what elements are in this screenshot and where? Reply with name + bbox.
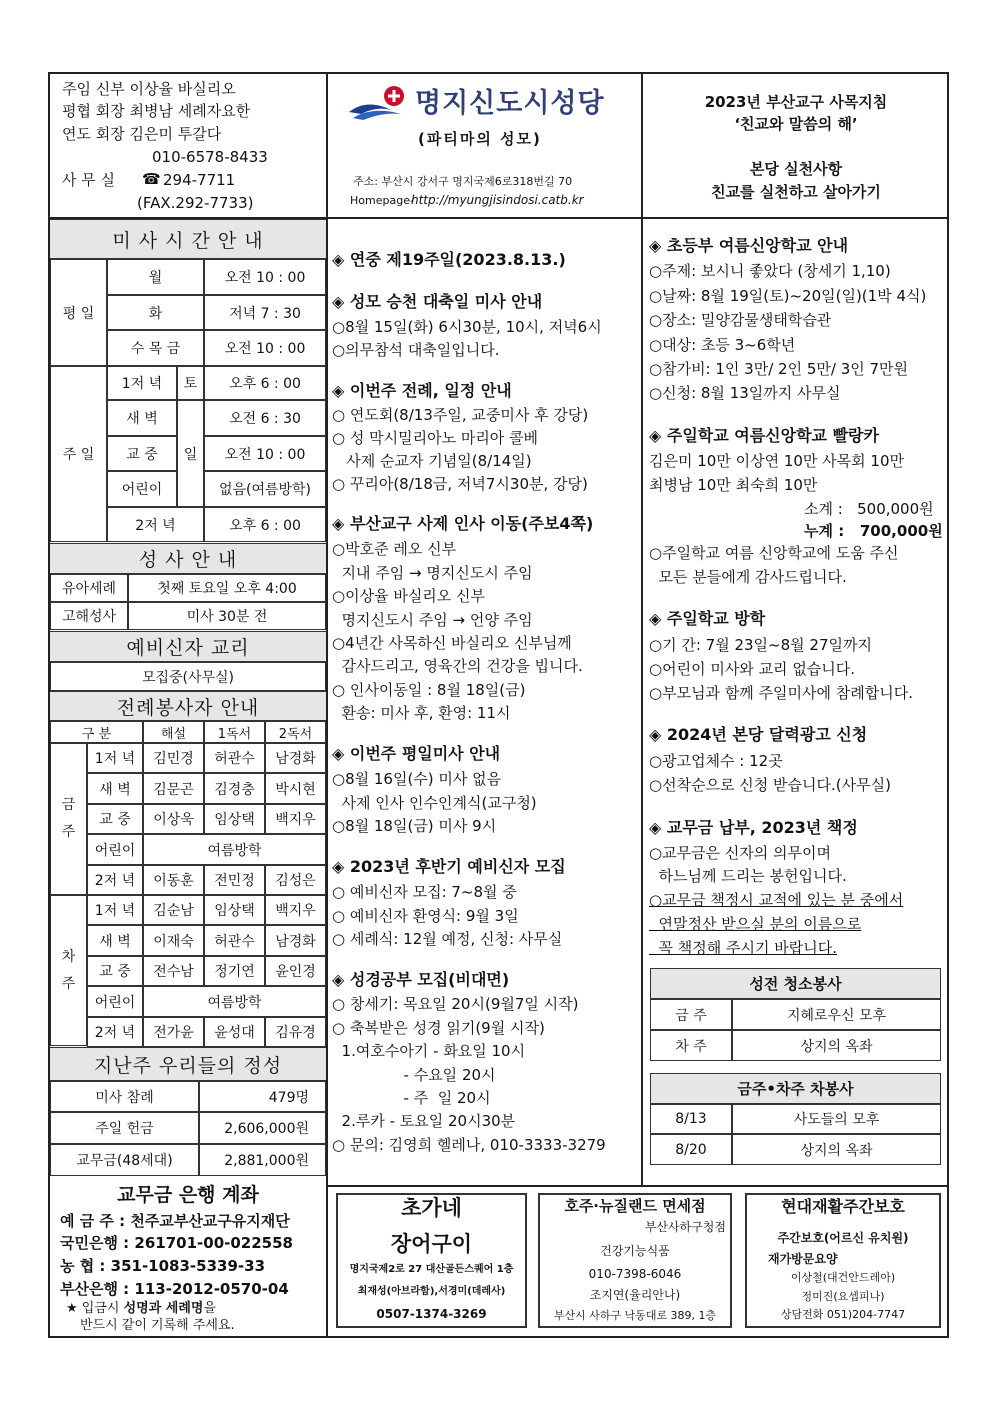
server-reader-1: 허관수 [204, 925, 265, 956]
dues-line: ○교무금은 신자의 의무이며 [649, 844, 832, 862]
bible-line: ○ 문의: 김영희 헬레나, 010-3333-3279 [332, 1136, 606, 1154]
servers-header: 1독서 [204, 721, 265, 743]
mass-time: 오후 6 : 00 [204, 366, 326, 400]
car-service-group: 상지의 옥좌 [732, 1134, 941, 1165]
mass-time: 오후 6 : 00 [204, 507, 326, 542]
assumption-line: ○8월 15일(화) 6시30분, 10시, 저녁6시 [332, 318, 602, 336]
catechumen-title: 예비신자 교리 [50, 631, 326, 662]
palanca-line: 김은미 10만 이상연 10만 사목회 10만 [649, 452, 904, 470]
this-week-label: 금 주 [50, 743, 87, 895]
mass-time: 오전 6 : 30 [204, 400, 326, 436]
server-reader-2: 김성은 [265, 865, 326, 895]
homepage-label: Homepage- [350, 194, 414, 207]
catechumen-line: ○ 예비신자 환영식: 9월 3일 [332, 907, 519, 925]
mass-time: 오전 10 : 00 [204, 259, 326, 295]
server-reader-2: 윤인경 [265, 956, 326, 986]
palanca-subtotal: 소계 : 500,000원 [804, 500, 934, 518]
ad-eel-owner: 최재성(아브라함),서경미(데레사) [357, 1286, 506, 1297]
ad-daycare-phone: 상담전화 051)204-7747 [780, 1308, 906, 1321]
section-calendar-ad: ◈ 2024년 본당 달력광고 신청 [649, 725, 868, 744]
ad-duty-free-owner: 조지연(율리안나) [589, 1288, 681, 1302]
mass-time: 없음(여름방학) [204, 471, 326, 507]
summer-school-line: ○주제: 보시니 좋았다 (창세기 1,10) [649, 262, 891, 280]
server-reader-1: 정기연 [204, 956, 265, 986]
catechumen-line: ○ 세례식: 12월 예정, 신청: 사무실 [332, 930, 563, 948]
offering-value: 2,606,000원 [199, 1112, 326, 1144]
calendar-ad-line: ○선착순으로 신청 받습니다.(사무실) [649, 776, 891, 794]
transfer-line: 감사드리고, 영육간의 건강을 빕니다. [332, 657, 583, 675]
ad-duty-free-address: 부산시 사하구 낙동대로 389, 1층 [553, 1309, 717, 1322]
section-schedule: ◈ 이번주 전례, 일정 안내 [332, 381, 512, 400]
sacrament-title: 성 사 안 내 [50, 543, 326, 574]
section-dues: ◈ 교무금 납부, 2023년 책정 [649, 818, 858, 837]
sacrament-time: 첫째 토요일 오후 4:00 [128, 574, 326, 602]
mid-column-divider [641, 217, 643, 1185]
dues-notice: 꼭 책정해 주시기 바랍니다. [649, 939, 837, 957]
ad-duty-free-kind: 건강기능식품 [600, 1244, 670, 1258]
server-commentator: 김순남 [143, 895, 204, 925]
parish-name: 명지신도시성당 [415, 88, 605, 119]
server-mass-name: 어린이 [87, 834, 143, 865]
bible-line: - 수요일 20시 [332, 1066, 496, 1084]
servers-header: 구 분 [50, 721, 143, 743]
server-mass-name: 1저 녁 [87, 895, 143, 925]
server-reader-1: 윤성대 [204, 1017, 265, 1047]
mass-name: 교 중 [107, 436, 177, 471]
bible-line: 1.여호수아기 - 화요일 10시 [332, 1042, 526, 1060]
ad-daycare-line: 이상철(대건안드레아) [790, 1271, 896, 1284]
mass-times-title: 미 사 시 간 안 내 [50, 219, 326, 259]
car-service-date: 8/13 [650, 1104, 732, 1134]
server-reader-1: 김경충 [204, 773, 265, 804]
server-vacation-note: 여름방학 [143, 986, 326, 1017]
assumption-line: ○의무참석 대축일입니다. [332, 341, 500, 359]
bible-line: ○ 축복받은 성경 읽기(9월 시작) [332, 1019, 545, 1037]
section-palanca: ◈ 주일학교 여름신앙학교 빨랑카 [649, 426, 879, 445]
weekday-label: 평 일 [50, 259, 107, 366]
server-commentator: 김문곤 [143, 773, 204, 804]
server-commentator: 이상욱 [143, 804, 204, 834]
transfer-line: 환송: 미사 후, 환영: 11시 [332, 704, 511, 722]
diocese-guideline-2: ‘친교와 말씀의 해’ [734, 115, 858, 133]
parish-patron: (파티마의 성모) [418, 130, 542, 148]
server-mass-name: 2저 녁 [87, 865, 143, 895]
server-mass-name: 새 벽 [87, 925, 143, 956]
bible-line: - 주 일 20시 [332, 1089, 491, 1107]
mass-time: 저녁 7 : 30 [204, 295, 326, 330]
sacrament-name: 고해성사 [50, 602, 128, 630]
dues-line: 하느님께 드리는 봉헌입니다. [649, 867, 847, 885]
weekday-mass-line: 사제 인사 인수인계식(교구청) [332, 794, 537, 812]
bank-title: 교무금 은행 계좌 [117, 1184, 259, 1206]
offering-title: 지난주 우리들의 정성 [50, 1047, 326, 1081]
server-reader-1: 전민정 [204, 865, 265, 895]
bank-note-prefix: ★ 입금시 [66, 1301, 124, 1316]
mass-time: 오전 10 : 00 [204, 330, 326, 366]
parish-address: 주소: 부산시 강서구 명지국제6로318번길 70 [353, 175, 573, 188]
transfer-line: ○박호준 레오 신부 [332, 540, 457, 558]
cleaning-group: 지혜로우신 모후 [732, 999, 941, 1030]
dues-notice: ○교무금 책정시 교적에 있는 분 중에서 [649, 891, 904, 909]
server-commentator: 이동훈 [143, 865, 204, 895]
server-reader-1: 임상택 [204, 895, 265, 925]
offering-name: 미사 참례 [50, 1081, 199, 1112]
ad-eel-title-2: 장어구이 [390, 1232, 473, 1256]
server-mass-name: 교 중 [87, 956, 143, 986]
summer-school-line: ○장소: 밀양감물생태학습관 [649, 311, 832, 329]
ads-divider [326, 1185, 949, 1187]
summer-school-line: ○날짜: 8월 19일(토)~20일(일)(1박 4식) [649, 287, 927, 305]
phone-icon: ☎ [142, 170, 161, 188]
servers-header: 2독서 [265, 721, 326, 743]
summer-school-line: ○대상: 초등 3~6학년 [649, 336, 796, 354]
server-reader-2: 백지우 [265, 804, 326, 834]
section-sunday: ◈ 연중 제19주일(2023.8.13.) [332, 250, 566, 269]
server-vacation-note: 여름방학 [143, 834, 326, 865]
weekday-mass-line: ○8월 16일(수) 미사 없음 [332, 770, 502, 788]
practice-title: 본당 실천사항 [749, 160, 843, 178]
left-column-divider [326, 217, 328, 1338]
practice-text: 친교를 실천하고 살아가기 [711, 183, 881, 201]
section-weekday-mass: ◈ 이번주 평일미사 안내 [332, 744, 501, 763]
servers-header: 해설 [143, 721, 204, 743]
calendar-ad-line: ○광고업체수 : 12곳 [649, 752, 783, 770]
server-mass-name: 1저 녁 [87, 743, 143, 773]
fax: (FAX.292-7733) [137, 194, 254, 212]
offering-value: 2,881,000원 [199, 1144, 326, 1176]
ad-eel-phone: 0507-1374-3269 [376, 1307, 487, 1321]
transfer-line: 지내 주임 → 명지신도시 주임 [332, 564, 533, 582]
mass-name: 1저 녁 [107, 366, 177, 400]
ad-duty-free-title: 호주·뉴질랜드 면세점 [564, 1197, 706, 1215]
server-reader-2: 김유경 [265, 1017, 326, 1047]
next-week-label: 차 주 [50, 895, 87, 1046]
parish-logo [347, 84, 411, 124]
server-mass-name: 교 중 [87, 804, 143, 834]
vacation-line: ○어린이 미사와 교리 없습니다. [649, 660, 856, 678]
car-service-title: 금주•차주 차봉사 [650, 1073, 941, 1104]
sunday-day-label: 일 [177, 400, 204, 507]
section-catechumen: ◈ 2023년 후반기 예비신자 모집 [332, 857, 566, 876]
vacation-line: ○기 간: 7월 23일~8월 27일까지 [649, 636, 872, 654]
server-mass-name: 새 벽 [87, 773, 143, 804]
homepage-link[interactable]: http://myungjisindosi.catb.kr [411, 193, 584, 207]
section-vacation: ◈ 주일학교 방학 [649, 609, 766, 628]
palanca-thanks: ○주일학교 여름 신앙학교에 도움 주신 [649, 544, 899, 562]
office-label: 사 무 실 [62, 171, 116, 189]
schedule-line: ○ 성 막시밀리아노 마리아 콜베 [332, 429, 539, 447]
header-right-divider [641, 72, 643, 217]
server-reader-2: 남경화 [265, 743, 326, 773]
bible-line: ○ 창세기: 목요일 20시(9월7일 시작) [332, 995, 579, 1013]
ad-daycare-title: 현대재활주간보호 [781, 1197, 905, 1216]
server-commentator: 전수남 [143, 956, 204, 986]
weekday-mass-line: ○8월 18일(금) 미사 9시 [332, 817, 497, 835]
ad-daycare-line: 재가방문요양 [768, 1252, 838, 1266]
ad-eel-title-1: 초가네 [401, 1196, 462, 1220]
transfer-line: ○ 인사이동일 : 8월 18일(금) [332, 681, 526, 699]
section-priest-transfer: ◈ 부산교구 사제 인사 이동(주보4쪽) [332, 514, 594, 533]
cleaning-week: 금 주 [650, 999, 732, 1030]
bank-note-bold: 성명과 세례명 [123, 1301, 204, 1316]
server-reader-2: 남경화 [265, 925, 326, 956]
women-chair-phone: 010-6578-8433 [152, 148, 268, 166]
schedule-line: 사제 순교자 기념일(8/14일) [332, 452, 532, 470]
schedule-line: ○ 꾸리아(8/18금, 저녁7시30분, 강당) [332, 475, 588, 493]
pastor-line: 주임 신부 이상율 바실리오 [62, 80, 236, 98]
mass-time: 오전 10 : 00 [204, 436, 326, 471]
bank-note [66, 1302, 216, 1315]
bank-note-suffix: 을 [203, 1301, 217, 1316]
mass-name: 어린이 [107, 471, 177, 507]
chair-line: 평협 회장 최병남 세례자요한 [62, 102, 251, 120]
section-bible-study: ◈ 성경공부 모집(비대면) [332, 970, 510, 989]
bank-account: 농 협 : 351-1083-5339-33 [60, 1257, 266, 1275]
sunday-label: 주 일 [50, 366, 107, 542]
ad-daycare-line: 정미진(요셉피나) [801, 1290, 885, 1303]
server-mass-name: 2저 녁 [87, 1017, 143, 1047]
bank-account: 국민은행 : 261701-00-022558 [60, 1234, 293, 1252]
schedule-line: ○ 연도회(8/13주일, 교중미사 후 강당) [332, 406, 589, 424]
mass-name: 새 벽 [107, 400, 177, 436]
ad-daycare-line: 주간보호(어르신 유치원) [777, 1231, 909, 1245]
header-left-divider [326, 72, 328, 217]
bank-account: 부산은행 : 113-2012-0570-04 [60, 1280, 289, 1298]
cleaning-week: 차 주 [650, 1030, 732, 1061]
offering-name: 교무금(48세대) [50, 1144, 199, 1176]
server-reader-2: 박시현 [265, 773, 326, 804]
ad-duty-free-phone: 010-7398-6046 [588, 1267, 682, 1281]
servers-title: 전례봉사자 안내 [50, 691, 326, 721]
vacation-line: ○부모님과 함께 주일미사에 참례합니다. [649, 684, 914, 702]
ad-eel-address: 명지국제2로 27 대산골든스퀘어 1층 [349, 1264, 514, 1275]
ad-duty-free-branch: 부산사하구청점 [644, 1220, 726, 1234]
summer-school-line: ○참가비: 1인 3만/ 2인 5만/ 3인 7만원 [649, 360, 909, 378]
section-summer-school: ◈ 초등부 여름신앙학교 안내 [649, 236, 849, 255]
cleaning-title: 성전 청소봉사 [650, 968, 941, 999]
server-reader-2: 백지우 [265, 895, 326, 925]
palanca-line: 최병남 10만 최숙희 10만 [649, 476, 818, 494]
car-service-group: 사도들의 모후 [732, 1104, 941, 1134]
bank-note-2: 반드시 같이 기록해 주세요. [80, 1318, 235, 1333]
offering-value: 479명 [199, 1081, 326, 1112]
server-reader-1: 임상택 [204, 804, 265, 834]
mass-day: 화 [107, 295, 204, 330]
cleaning-group: 상지의 옥좌 [732, 1030, 941, 1061]
women-chair-line: 연도 회장 김은미 투갈다 [62, 125, 222, 143]
transfer-line: ○이상율 바실리오 신부 [332, 587, 486, 605]
server-commentator: 전가윤 [143, 1017, 204, 1047]
offering-name: 주일 헌금 [50, 1112, 199, 1144]
section-assumption: ◈ 성모 승천 대축일 미사 안내 [332, 292, 543, 311]
bank-holder: 예 금 주 : 천주교부산교구유지재단 [60, 1212, 290, 1230]
mass-day: 월 [107, 259, 204, 295]
server-commentator: 김민경 [143, 743, 204, 773]
mass-name: 2저 녁 [107, 507, 204, 542]
dues-notice: 연말정산 받으실 분의 이름으로 [649, 915, 862, 933]
catechumen-line: ○ 예비신자 모집: 7~8월 중 [332, 883, 517, 901]
mass-day: 수 목 금 [107, 330, 204, 366]
server-mass-name: 어린이 [87, 986, 143, 1017]
summer-school-line: ○신청: 8월 13일까지 사무실 [649, 384, 841, 402]
palanca-thanks: 모든 분들에게 감사드립니다. [649, 568, 847, 586]
saturday-label: 토 [177, 366, 204, 400]
transfer-line: ○4년간 사목하신 바실리오 신부님께 [332, 634, 572, 652]
catechumen-status: 모집중(사무실) [50, 662, 326, 691]
office-phone: 294-7711 [163, 171, 236, 189]
sacrament-name: 유아세례 [50, 574, 128, 602]
bible-line: 2.루카 - 토요일 20시30분 [332, 1112, 516, 1130]
server-reader-1: 허관수 [204, 743, 265, 773]
palanca-total: 누계 : 700,000원 [804, 522, 943, 540]
car-service-date: 8/20 [650, 1134, 732, 1165]
sacrament-time: 미사 30분 전 [128, 602, 326, 630]
diocese-guideline-1: 2023년 부산교구 사목지침 [704, 93, 888, 111]
transfer-line: 명지신도시 주임 → 언양 주임 [332, 611, 533, 629]
server-commentator: 이재숙 [143, 925, 204, 956]
